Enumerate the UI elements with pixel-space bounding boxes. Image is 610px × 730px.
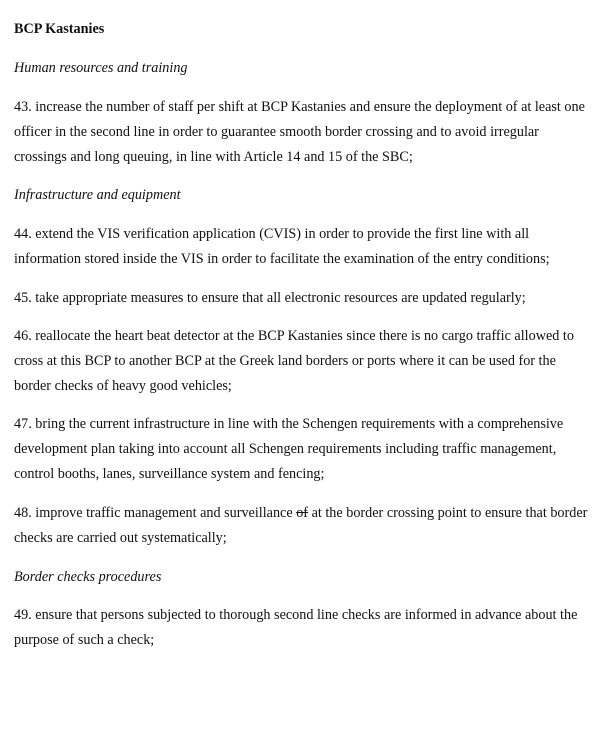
document-title: BCP Kastanies (14, 21, 105, 37)
recommendation-48-struck-word: of (296, 505, 309, 521)
recommendation-49: 49. ensure that persons subjected to thorough second line checks are informed in advance about the purpose of such a check; (14, 607, 578, 648)
recommendation-48 (14, 501, 594, 551)
section-heading-infrastructure: Infrastructure and equipment (14, 187, 181, 203)
section-heading-border-checks: Border checks procedures (14, 569, 162, 585)
recommendation-48-part-1: 48. improve traffic management and surveillance (14, 505, 297, 521)
recommendation-48-part-2: at the border crossing point to ensure that border checks are carried out systematically; (14, 505, 588, 546)
recommendation-43: 43. increase the number of staff per shift at BCP Kastanies and ensure the deployment of at least one officer in the second line in order to guarantee smooth border crossing and to avoid irregular crossings and long queuing, in line with Article 14 and 15 of the SBC; (14, 99, 585, 165)
recommendation-47: 47. bring the current infrastructure in line with the Schengen requirements with a comprehensive development plan taking into account all Schengen requirements including traffic management, control booths, lanes, surveillance system and fencing; (14, 416, 564, 482)
recommendation-45: 45. take appropriate measures to ensure that all electronic resources are updated regularly; (14, 290, 526, 306)
recommendation-44: 44. extend the VIS verification application (CVIS) in order to provide the first line with all information stored inside the VIS in order to facilitate the examination of the entry conditions; (14, 226, 550, 267)
section-heading-human-resources: Human resources and training (14, 60, 188, 76)
recommendation-46: 46. reallocate the heart beat detector at the BCP Kastanies since there is no cargo traffic allowed to cross at this BCP to another BCP at the Greek land borders or ports where it can be used for the border checks of heavy good vehicles; (14, 328, 574, 394)
